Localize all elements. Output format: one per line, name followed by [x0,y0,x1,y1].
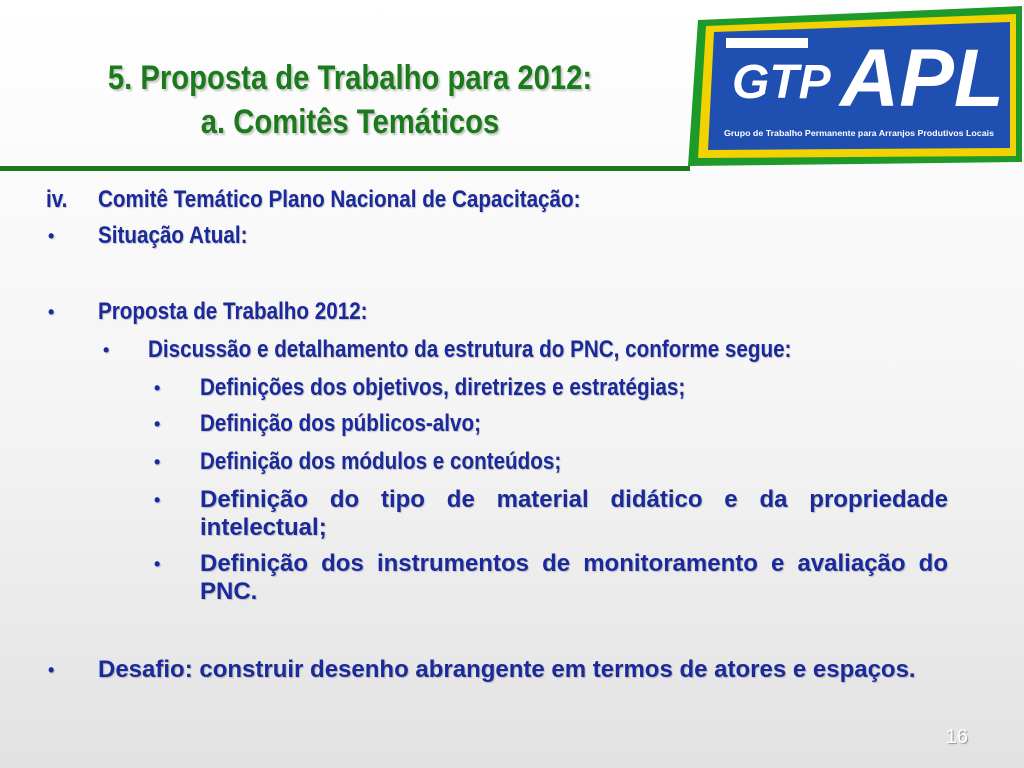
bullet-item-4: • [154,490,161,510]
item-2-text: Definição dos públicos-alvo; [200,410,481,437]
slide-title-line-2: a. Comitês Temáticos [200,103,500,141]
bullet-item-1: • [154,378,161,398]
item-5-text: Definição dos instrumentos de monitoramento e avaliação do PNC. [200,550,948,605]
bullet-situacao: • [48,226,55,246]
discussao-text: Discussão e detalhamento da estrutura do PNC, conforme segue: [148,336,792,363]
logo-tagline: Grupo de Trabalho Permanente para Arranjos Produtivos Locais [724,128,995,138]
bullet-discussao: • [103,340,110,360]
bullet-item-5: • [154,554,161,574]
iv-marker: iv. [46,186,68,213]
page-number: 16 [945,726,968,748]
iv-heading: Comitê Temático Plano Nacional de Capacitação: [98,186,581,213]
item-3-text: Definição dos módulos e conteúdos; [200,448,562,475]
logo-apl-text: APL [840,33,1004,124]
desafio-text: Desafio: construir desenho abrangente em termos de atores e espaços. [98,656,916,683]
bullet-item-2: • [154,414,161,434]
logo-gtp-text: GTP [732,56,831,109]
proposta-text: Proposta de Trabalho 2012: [98,298,368,325]
item-4-text: Definição do tipo de material didático e da propriedade intelectual; [200,486,948,541]
item-1-text: Definições dos objetivos, diretrizes e estratégias; [200,374,686,401]
bullet-proposta: • [48,302,55,322]
situacao-text: Situação Atual: [98,222,248,249]
slide-title-line-1: 5. Proposta de Trabalho para 2012: [107,59,593,97]
bullet-desafio: • [48,660,55,680]
bullet-item-3: • [154,452,161,472]
